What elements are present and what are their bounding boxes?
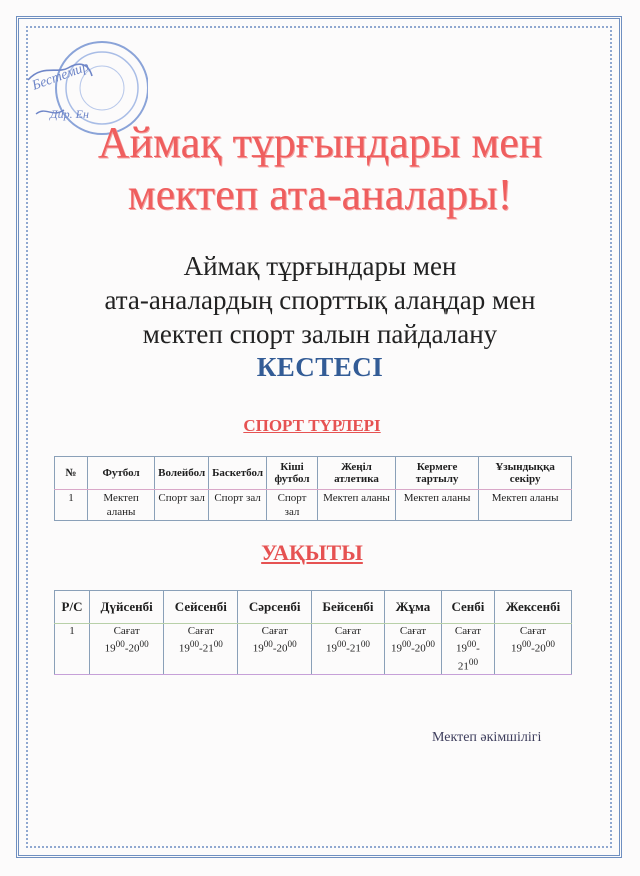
sports-table xyxy=(54,456,572,521)
col-long-jump: Ұзындыққа секіру xyxy=(479,457,572,490)
col-monday: Дүйсенбі xyxy=(90,591,164,624)
cell-mini-football: Спорт зал xyxy=(267,490,318,521)
col-football: Футбол xyxy=(88,457,155,490)
school-administration-signature: Мектеп әкімшілігі xyxy=(432,730,542,745)
sports-types-heading: СПОРТ ТҮРЛЕРІ xyxy=(243,416,381,435)
cell-athletics: Мектеп аланы xyxy=(318,490,396,521)
cell-volleyball: Спорт зал xyxy=(155,490,209,521)
table-row xyxy=(55,490,572,521)
time-table-header xyxy=(55,591,572,624)
col-athletics: Жеңіл атлетика xyxy=(318,457,396,490)
time-cell: Сағат $19^{00}-20^{00}$ xyxy=(238,624,312,675)
cell-basketball: Спорт зал xyxy=(209,490,267,521)
col-row-number: Р/С xyxy=(55,591,90,624)
table-row xyxy=(55,624,572,675)
time-cell: Сағат $19^{00}-$ $21^{00}$ xyxy=(441,624,494,675)
subtitle-line-3: мектеп спорт залын пайдалану xyxy=(142,319,498,349)
cell-pull-ups: Мектеп аланы xyxy=(395,490,478,521)
main-title-line-1: Аймақ тұрғындары мен xyxy=(97,118,543,167)
col-mini-football: Кіші футбол xyxy=(267,457,318,490)
cell-row-number: 1 xyxy=(55,624,90,675)
time-cell: Сағат $19^{00}-20^{00}$ xyxy=(90,624,164,675)
col-saturday: Сенбі xyxy=(441,591,494,624)
schedule-word: КЕСТЕСІ xyxy=(256,352,384,382)
cell-number: 1 xyxy=(55,490,88,521)
time-cell: Сағат $19^{00}-20^{00}$ xyxy=(384,624,441,675)
time-heading: УАҚЫТЫ xyxy=(261,540,363,565)
time-table xyxy=(54,590,572,675)
time-cell: Сағат $19^{00}-21^{00}$ xyxy=(164,624,238,675)
col-thursday: Бейсенбі xyxy=(312,591,385,624)
svg-text:Бестемир: Бестемир xyxy=(30,59,92,94)
subtitle-line-2: ата-аналардың спорттық алаңдар мен xyxy=(104,285,536,315)
col-friday: Жұма xyxy=(384,591,441,624)
svg-text:Дир. Ен: Дир. Ен xyxy=(50,107,89,121)
time-cell: Сағат $19^{00}-20^{00}$ xyxy=(494,624,571,675)
cell-football: Мектеп аланы xyxy=(88,490,155,521)
col-sunday: Жексенбі xyxy=(494,591,571,624)
col-number: № xyxy=(55,457,88,490)
col-volleyball: Волейбол xyxy=(155,457,209,490)
main-title-line-2: мектеп ата-аналары! xyxy=(127,170,513,219)
subtitle-line-1: Аймақ тұрғындары мен xyxy=(183,251,457,281)
col-tuesday: Сейсенбі xyxy=(164,591,238,624)
col-pull-ups: Кермеге тартылу xyxy=(395,457,478,490)
sports-table-header xyxy=(55,457,572,490)
time-cell: Сағат $19^{00}-21^{00}$ xyxy=(312,624,385,675)
col-basketball: Баскетбол xyxy=(209,457,267,490)
col-wednesday: Сәрсенбі xyxy=(238,591,312,624)
cell-long-jump: Мектеп аланы xyxy=(479,490,572,521)
